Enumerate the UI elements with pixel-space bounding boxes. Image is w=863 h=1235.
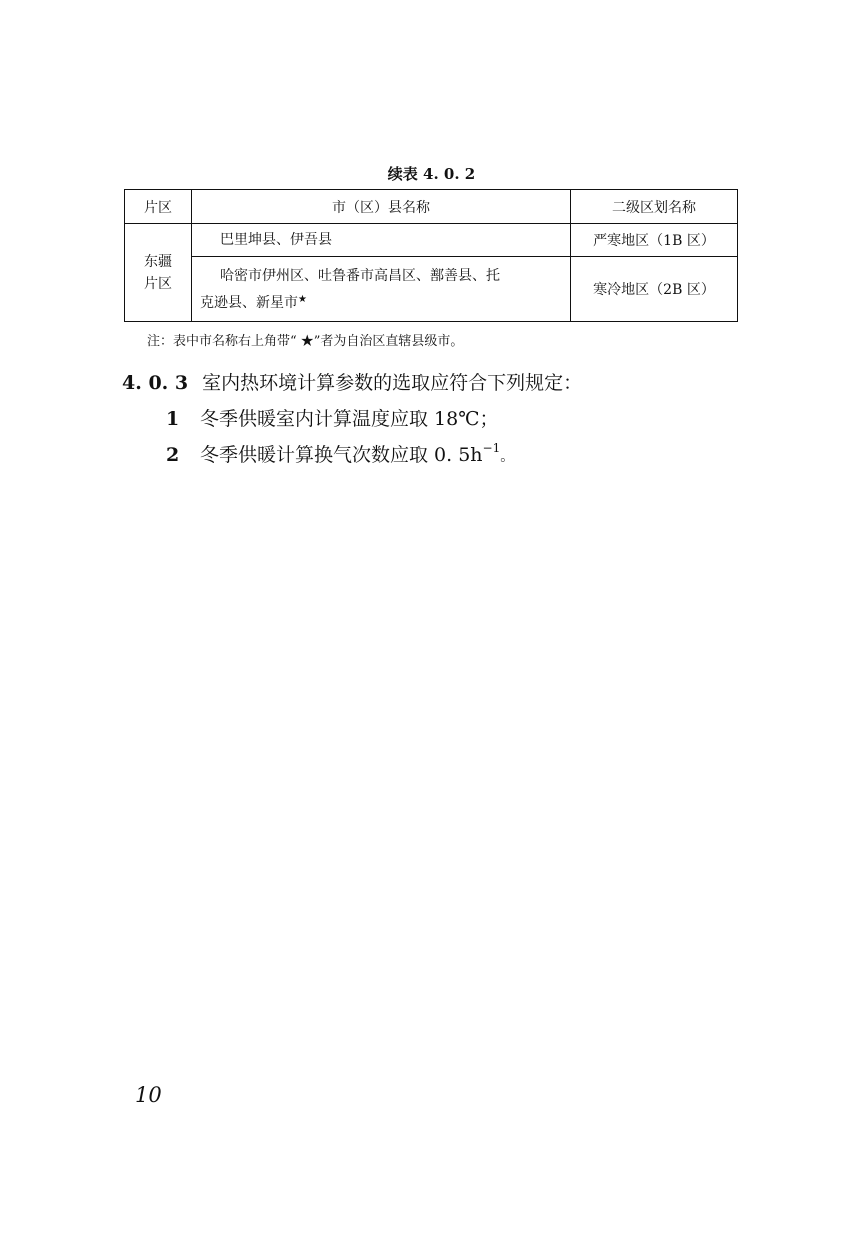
item-text: 冬季供暖室内计算温度应取 18℃； [200, 408, 499, 430]
header-zone: 二级区划名称 [571, 190, 738, 224]
region-cell [125, 224, 192, 322]
region-line: 东疆 [144, 253, 172, 270]
zone-cell: 严寒地区（1B 区） [571, 224, 738, 257]
item-text: 冬季供暖计算换气次数应取 0. 5h [200, 444, 483, 466]
clause-number: 4. 0. 3 [122, 372, 189, 394]
counties-cell [192, 257, 571, 322]
counties-cell [192, 224, 571, 257]
star-mark: ★ [298, 293, 307, 305]
item-number: 2 [166, 444, 180, 466]
header-counties: 市（区）县名称 [192, 190, 571, 224]
counties-text: 克逊县、新星市 [200, 294, 298, 311]
zone-cell: 寒冷地区（2B 区） [571, 257, 738, 322]
counties-text: 巴里坤县、伊吾县 [220, 232, 332, 248]
page-number: 10 [135, 1083, 162, 1107]
item-number: 1 [166, 408, 180, 430]
table-row [125, 257, 738, 322]
table-title: 续表 4. 0. 2 [387, 165, 476, 183]
counties-text: 哈密市伊州区、吐鲁番市高昌区、鄯善县、托 [220, 267, 500, 284]
list-item [166, 404, 498, 431]
region-line: 片区 [144, 275, 172, 292]
table-row [125, 224, 738, 257]
table-note: 注：表中市名称右上角带“ ★”者为自治区直辖县级市。 [147, 334, 464, 349]
counties-text-continued [200, 288, 560, 315]
climate-zone-table [124, 189, 738, 322]
list-item [166, 440, 514, 467]
item-superscript: −1 [482, 441, 501, 455]
clause-heading [122, 368, 582, 395]
table-header-row [125, 190, 738, 224]
clause-text: 室内热环境计算参数的选取应符合下列规定： [202, 372, 583, 394]
header-region: 片区 [125, 190, 192, 224]
item-period: 。 [500, 449, 515, 465]
